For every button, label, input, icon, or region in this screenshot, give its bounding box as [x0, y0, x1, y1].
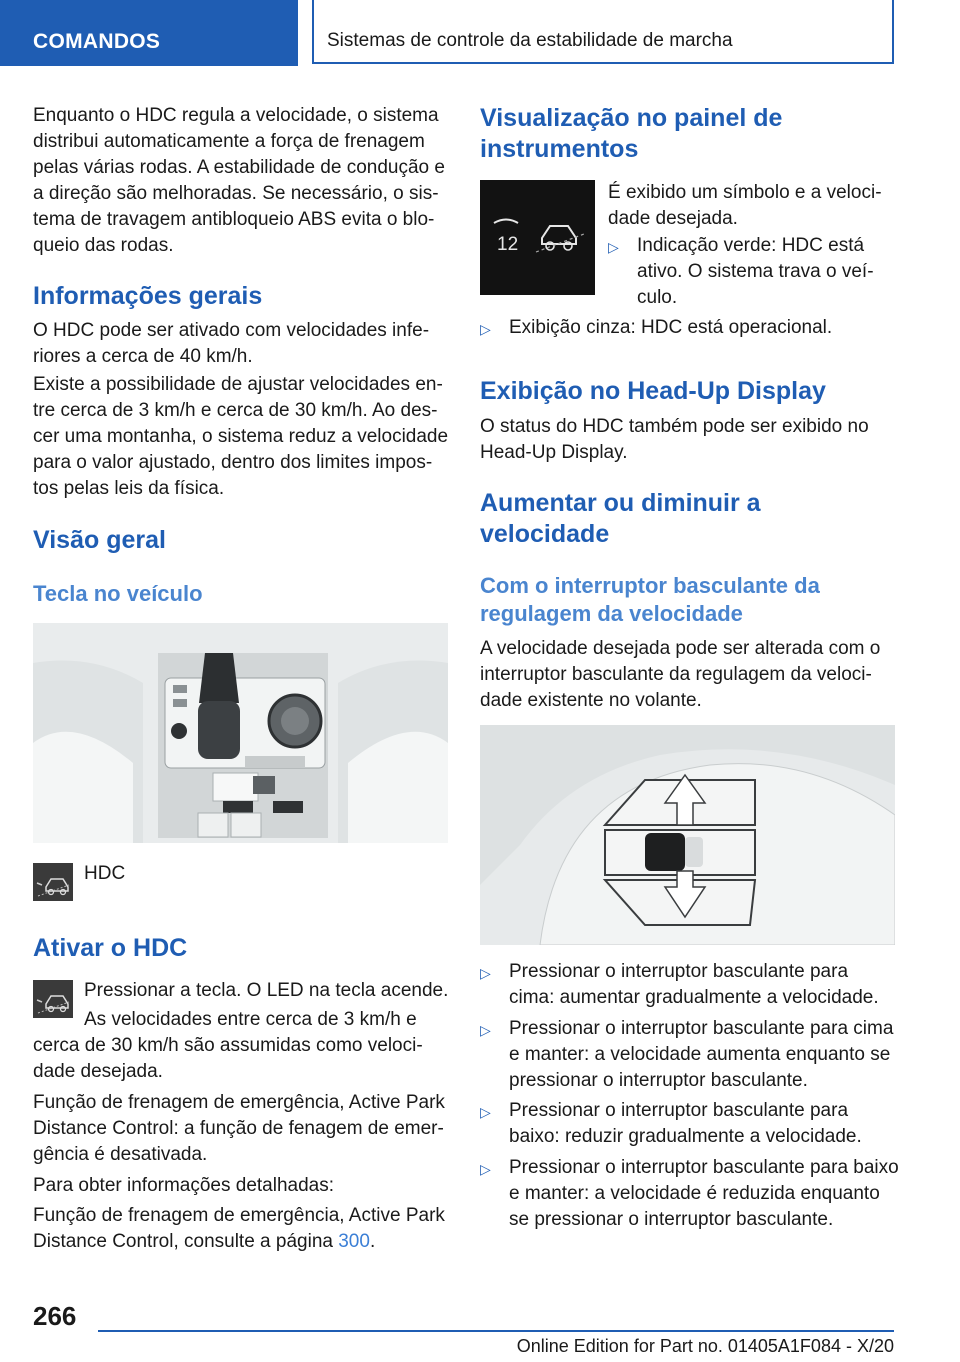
line: Função de frenagem de emergência, Active Park — [33, 1205, 445, 1226]
heading-rocker-switch — [480, 572, 820, 628]
line: riores a cerca de 40 km/h. — [33, 346, 253, 367]
line: tos pelas leis da física. — [33, 478, 225, 499]
activate-paragraph-4: Para obter informações detalhadas: — [33, 1175, 335, 1196]
line: Pressionar o interruptor basculante para baixo — [509, 1157, 899, 1178]
rocker-bullet-3 — [480, 1098, 900, 1153]
rocker-bullet-2 — [480, 1016, 900, 1096]
line: a direção são melhoradas. Se necessário, o sis- — [33, 183, 439, 204]
line: regulagem da velocidade — [480, 601, 743, 626]
line: Pressionar o interruptor basculante para — [509, 1100, 849, 1121]
line: dade desejada. — [33, 1061, 163, 1082]
line: dade desejada. — [608, 208, 738, 229]
bullet-text: Exibição cinza: HDC está operacional. — [509, 317, 833, 338]
line: para o valor ajustado, dentro dos limites impos- — [33, 452, 433, 473]
line: pelas várias rodas. A estabilidade de condução e — [33, 157, 445, 178]
line: Head-Up Display. — [480, 442, 628, 463]
heading-speed-adjust — [480, 488, 761, 550]
triangle-bullet-icon: ▷ — [480, 1161, 491, 1177]
section-title: COMANDOS — [33, 30, 161, 53]
line: Indicação verde: HDC está — [637, 235, 865, 256]
chapter-header — [312, 0, 894, 64]
page-number: 266 — [33, 1301, 77, 1331]
line: baixo: reduzir gradualmente a velocidade. — [509, 1126, 862, 1147]
line: Função de frenagem de emergência, Active Park — [33, 1092, 445, 1113]
bullet-text — [509, 1098, 862, 1150]
heading-general-info: Informações gerais — [33, 282, 263, 310]
hud-paragraph — [480, 414, 869, 466]
cluster-paragraph — [608, 180, 882, 232]
activate-paragraph-3 — [33, 1090, 445, 1168]
triangle-bullet-icon: ▷ — [480, 1104, 491, 1120]
line: As velocidades entre cerca de 3 km/h e — [84, 1009, 417, 1030]
triangle-bullet-icon: ▷ — [480, 1022, 491, 1038]
activate-paragraph-1: Pressionar a tecla. O LED na tecla acende. — [84, 980, 449, 1001]
steering-wheel-switch-image — [480, 725, 895, 945]
line: Pressionar o interruptor basculante para — [509, 961, 849, 982]
triangle-bullet-icon: ▷ — [608, 239, 619, 255]
rocker-bullet-1 — [480, 959, 900, 1014]
bullet-text — [509, 1155, 899, 1233]
cluster-bullet-2 — [480, 315, 900, 343]
intro-paragraph — [33, 103, 445, 259]
line: Visualização no painel de — [480, 104, 783, 132]
line: O HDC pode ser ativado com velocidades infe- — [33, 320, 430, 341]
page-link-300[interactable]: 300 — [338, 1231, 370, 1252]
cluster-display-image — [480, 180, 595, 295]
line: culo. — [637, 287, 678, 308]
info-paragraph-2 — [33, 372, 448, 502]
line: dade existente no volante. — [480, 690, 702, 711]
line: instrumentos — [480, 135, 639, 163]
line: Distance Control, consulte a página — [33, 1231, 339, 1252]
line: Pressionar o interruptor basculante para cima — [509, 1018, 894, 1039]
heading-activate-hdc: Ativar o HDC — [33, 934, 188, 962]
line: ativo. O sistema trava o veí- — [637, 261, 874, 282]
activate-paragraph-2 — [33, 1007, 423, 1085]
triangle-bullet-icon: ▷ — [480, 321, 491, 337]
line: Enquanto o HDC regula a velocidade, o sistema — [33, 105, 439, 126]
triangle-bullet-icon: ▷ — [480, 965, 491, 981]
line: Existe a possibilidade de ajustar velocidades en- — [33, 374, 443, 395]
line: se pressionar o interruptor basculante. — [509, 1209, 834, 1230]
line: cer uma montanha, o sistema reduz a velocidade — [33, 426, 449, 447]
footer-edition: Online Edition for Part no. 01405A1F084 - X/20 — [516, 1336, 894, 1356]
bullet-text — [509, 959, 879, 1011]
heading-hud: Exibição no Head-Up Display — [480, 377, 826, 405]
line: queio das rodas. — [33, 235, 174, 256]
cluster-bullet-1 — [608, 233, 898, 313]
line: Com o interruptor basculante da — [480, 573, 820, 598]
section-tab — [0, 0, 298, 66]
line: Distance Control: a função de fenagem de emer- — [33, 1118, 444, 1139]
line: A velocidade desejada pode ser alterada com o — [480, 638, 881, 659]
activate-paragraph-5 — [33, 1203, 445, 1255]
footer-divider — [98, 1330, 894, 1332]
line: tre cerca de 3 km/h e cerca de 30 km/h. Ao des- — [33, 400, 438, 421]
line: O status do HDC também pode ser exibido no — [480, 416, 869, 437]
line: pressionar o interruptor basculante. — [509, 1070, 808, 1091]
heading-vehicle-key: Tecla no veículo — [33, 581, 203, 606]
info-paragraph-1 — [33, 318, 429, 370]
rocker-paragraph — [480, 636, 880, 714]
line: e manter: a velocidade aumenta enquanto se — [509, 1044, 891, 1065]
line: distribui automaticamente a força de frenagem — [33, 131, 425, 152]
cluster-speed: 12 — [497, 234, 519, 255]
period: . — [369, 1231, 376, 1252]
line: gência é desativada. — [33, 1144, 208, 1165]
line: É exibido um símbolo e a veloci- — [608, 182, 882, 203]
line: cima: aumentar gradualmente a velocidade. — [509, 987, 879, 1008]
bullet-text — [509, 1016, 893, 1094]
line: Aumentar ou diminuir a — [480, 489, 761, 517]
chapter-title: Sistemas de controle da estabilidade de marcha — [327, 30, 733, 51]
heading-overview: Visão geral — [33, 526, 166, 554]
line: velocidade — [480, 520, 610, 548]
bullet-text — [637, 233, 874, 311]
rocker-bullet-4 — [480, 1155, 900, 1235]
line: tema de travagem antibloqueio ABS evita o blo- — [33, 209, 435, 230]
hdc-label: HDC — [84, 863, 126, 884]
line: interruptor basculante da regulagem da veloci- — [480, 664, 872, 685]
line: cerca de 30 km/h são assumidas como veloci- — [33, 1035, 423, 1056]
line: e manter: a velocidade é reduzida enquanto — [509, 1183, 880, 1204]
heading-instrument-cluster — [480, 103, 782, 165]
hdc-car-descent-icon — [33, 863, 73, 901]
center-console-image — [33, 623, 448, 843]
hdc-icon — [33, 863, 73, 901]
